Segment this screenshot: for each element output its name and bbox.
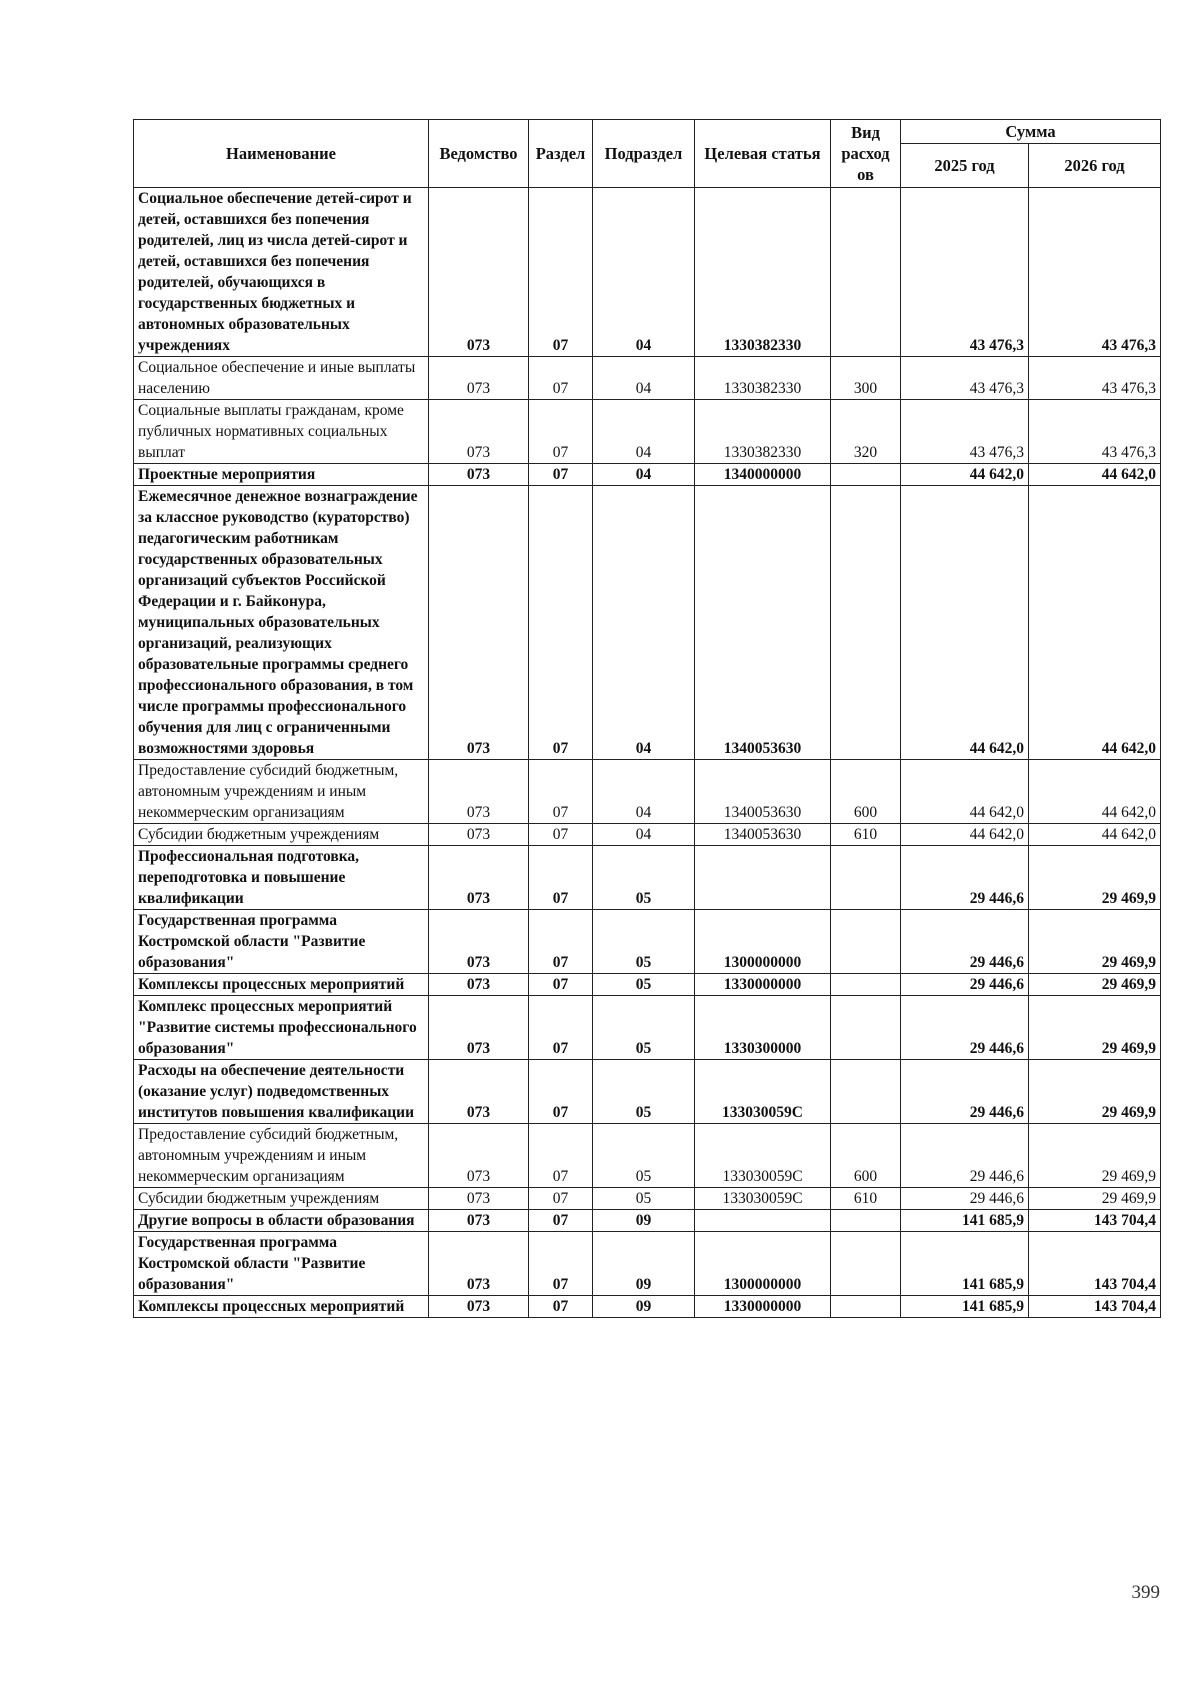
row-expense [831, 486, 901, 760]
row-subsection: 05 [593, 1124, 695, 1188]
row-name: Другие вопросы в области образования [134, 1210, 429, 1232]
row-sum-2026: 29 469,9 [1029, 1188, 1161, 1210]
row-subsection: 05 [593, 974, 695, 996]
row-target: 1300000000 [695, 1232, 831, 1296]
row-name: Государственная программа Костромской области "Развитие образования" [134, 1232, 429, 1296]
row-section: 07 [529, 1188, 593, 1210]
row-name: Социальное обеспечение детей-сирот и детей, оставшихся без попечения родителей, лиц из числа детей-сирот и детей, оставшихся без попечения родителей, обучающихся в государственных бюджетных и автономных образовательных учреждениях [134, 188, 429, 357]
row-dept: 073 [429, 188, 529, 357]
row-sum-2026: 29 469,9 [1029, 996, 1161, 1060]
row-sum-2026: 29 469,9 [1029, 1060, 1161, 1124]
row-subsection: 04 [593, 760, 695, 824]
table-row [134, 464, 1161, 486]
row-subsection: 04 [593, 486, 695, 760]
row-sum-2025: 29 446,6 [901, 974, 1029, 996]
table-row [134, 486, 1161, 760]
row-sum-2026: 29 469,9 [1029, 910, 1161, 974]
row-sum-2025: 141 685,9 [901, 1296, 1029, 1318]
row-dept: 073 [429, 486, 529, 760]
row-section: 07 [529, 760, 593, 824]
row-sum-2025: 43 476,3 [901, 357, 1029, 400]
row-sum-2025: 44 642,0 [901, 464, 1029, 486]
row-target [695, 1210, 831, 1232]
header-dept: Ведомство [429, 120, 529, 188]
row-section: 07 [529, 824, 593, 846]
row-expense [831, 910, 901, 974]
row-dept: 073 [429, 846, 529, 910]
row-target [695, 846, 831, 910]
row-expense [831, 1296, 901, 1318]
row-subsection: 04 [593, 464, 695, 486]
row-sum-2025: 29 446,6 [901, 1124, 1029, 1188]
row-target: 1330000000 [695, 1296, 831, 1318]
row-section: 07 [529, 1060, 593, 1124]
row-subsection: 09 [593, 1210, 695, 1232]
row-name: Социальное обеспечение и иные выплаты населению [134, 357, 429, 400]
row-dept: 073 [429, 464, 529, 486]
row-name: Комплексы процессных мероприятий [134, 1296, 429, 1318]
row-sum-2026: 44 642,0 [1029, 760, 1161, 824]
row-expense [831, 996, 901, 1060]
row-section: 07 [529, 1210, 593, 1232]
row-dept: 073 [429, 1060, 529, 1124]
row-target: 1330382330 [695, 400, 831, 464]
row-subsection: 05 [593, 1060, 695, 1124]
row-section: 07 [529, 486, 593, 760]
row-dept: 073 [429, 760, 529, 824]
row-sum-2026: 43 476,3 [1029, 357, 1161, 400]
row-sum-2026: 143 704,4 [1029, 1210, 1161, 1232]
row-subsection: 04 [593, 400, 695, 464]
row-expense: 600 [831, 1124, 901, 1188]
row-subsection: 05 [593, 1188, 695, 1210]
row-expense: 300 [831, 357, 901, 400]
row-subsection: 04 [593, 357, 695, 400]
row-sum-2025: 44 642,0 [901, 760, 1029, 824]
table-row [134, 824, 1161, 846]
row-sum-2025: 43 476,3 [901, 400, 1029, 464]
table-header [134, 120, 1161, 188]
row-section: 07 [529, 1296, 593, 1318]
row-dept: 073 [429, 357, 529, 400]
row-section: 07 [529, 846, 593, 910]
row-sum-2026: 29 469,9 [1029, 1124, 1161, 1188]
row-subsection: 09 [593, 1232, 695, 1296]
row-sum-2026: 29 469,9 [1029, 974, 1161, 996]
row-name: Субсидии бюджетным учреждениям [134, 1188, 429, 1210]
row-name: Комплексы процессных мероприятий [134, 974, 429, 996]
row-expense: 610 [831, 824, 901, 846]
row-sum-2026: 44 642,0 [1029, 464, 1161, 486]
row-dept: 073 [429, 910, 529, 974]
table-row [134, 1210, 1161, 1232]
row-section: 07 [529, 974, 593, 996]
row-expense [831, 188, 901, 357]
row-name: Предоставление субсидий бюджетным, автономным учреждениям и иным некоммерческим организациям [134, 1124, 429, 1188]
row-dept: 073 [429, 824, 529, 846]
table-row [134, 1124, 1161, 1188]
row-sum-2025: 44 642,0 [901, 486, 1029, 760]
row-name: Государственная программа Костромской области "Развитие образования" [134, 910, 429, 974]
row-expense [831, 1060, 901, 1124]
header-name: Наименование [134, 120, 429, 188]
row-dept: 073 [429, 996, 529, 1060]
row-name: Социальные выплаты гражданам, кроме публичных нормативных социальных выплат [134, 400, 429, 464]
row-name: Расходы на обеспечение деятельности (оказание услуг) подведомственных институтов повышения квалификации [134, 1060, 429, 1124]
row-dept: 073 [429, 974, 529, 996]
table-row [134, 1060, 1161, 1124]
row-target: 133030059С [695, 1124, 831, 1188]
row-sum-2025: 141 685,9 [901, 1210, 1029, 1232]
row-section: 07 [529, 357, 593, 400]
table-body [134, 188, 1161, 1318]
row-section: 07 [529, 464, 593, 486]
table-row [134, 188, 1161, 357]
row-name: Комплекс процессных мероприятий "Развитие системы профессионального образования" [134, 996, 429, 1060]
table-row [134, 996, 1161, 1060]
row-expense [831, 1210, 901, 1232]
header-section: Раздел [529, 120, 593, 188]
budget-table [133, 119, 1161, 1318]
table-row [134, 1296, 1161, 1318]
row-subsection: 04 [593, 188, 695, 357]
table-row [134, 1188, 1161, 1210]
row-sum-2025: 29 446,6 [901, 910, 1029, 974]
header-sum: Сумма [901, 120, 1161, 144]
header-2026: 2026 год [1029, 144, 1161, 188]
row-sum-2025: 44 642,0 [901, 824, 1029, 846]
header-target: Целевая статья [695, 120, 831, 188]
row-expense [831, 1232, 901, 1296]
header-expense: Вид расход ов [831, 120, 901, 188]
row-sum-2025: 29 446,6 [901, 996, 1029, 1060]
row-dept: 073 [429, 1296, 529, 1318]
row-section: 07 [529, 910, 593, 974]
row-section: 07 [529, 1232, 593, 1296]
row-name: Предоставление субсидий бюджетным, автономным учреждениям и иным некоммерческим организациям [134, 760, 429, 824]
header-subsection: Подраздел [593, 120, 695, 188]
row-section: 07 [529, 188, 593, 357]
row-target: 1330000000 [695, 974, 831, 996]
row-name: Ежемесячное денежное вознаграждение за классное руководство (кураторство) педагогическим работникам государственных образовательных организаций субъектов Российской Федерации и г. Байконура, муниципальных образовательных организаций, реализующих образовательные программы среднего профессионального образования, в том числе программы профессионального обучения для лиц с ограниченными возможностями здоровья [134, 486, 429, 760]
row-subsection: 09 [593, 1296, 695, 1318]
row-sum-2026: 44 642,0 [1029, 486, 1161, 760]
table-row [134, 1232, 1161, 1296]
row-target: 1340053630 [695, 486, 831, 760]
row-name: Проектные мероприятия [134, 464, 429, 486]
row-dept: 073 [429, 1124, 529, 1188]
table-row [134, 846, 1161, 910]
row-sum-2026: 44 642,0 [1029, 824, 1161, 846]
row-expense: 600 [831, 760, 901, 824]
row-target: 1340000000 [695, 464, 831, 486]
row-expense [831, 846, 901, 910]
row-sum-2025: 29 446,6 [901, 846, 1029, 910]
row-dept: 073 [429, 1232, 529, 1296]
row-target: 1330300000 [695, 996, 831, 1060]
row-dept: 073 [429, 1210, 529, 1232]
row-sum-2025: 29 446,6 [901, 1060, 1029, 1124]
row-target: 1300000000 [695, 910, 831, 974]
row-sum-2026: 143 704,4 [1029, 1296, 1161, 1318]
row-subsection: 05 [593, 910, 695, 974]
row-expense [831, 974, 901, 996]
row-target: 133030059С [695, 1060, 831, 1124]
row-sum-2026: 43 476,3 [1029, 188, 1161, 357]
table-row [134, 910, 1161, 974]
row-subsection: 05 [593, 846, 695, 910]
header-2025: 2025 год [901, 144, 1029, 188]
table-row [134, 357, 1161, 400]
table-row [134, 400, 1161, 464]
row-target: 1330382330 [695, 188, 831, 357]
row-sum-2026: 143 704,4 [1029, 1232, 1161, 1296]
row-target: 1340053630 [695, 824, 831, 846]
row-sum-2026: 43 476,3 [1029, 400, 1161, 464]
row-dept: 073 [429, 1188, 529, 1210]
row-target: 1340053630 [695, 760, 831, 824]
row-expense: 610 [831, 1188, 901, 1210]
row-section: 07 [529, 400, 593, 464]
row-sum-2025: 29 446,6 [901, 1188, 1029, 1210]
row-dept: 073 [429, 400, 529, 464]
row-expense: 320 [831, 400, 901, 464]
table-row [134, 974, 1161, 996]
row-sum-2025: 43 476,3 [901, 188, 1029, 357]
row-expense [831, 464, 901, 486]
row-section: 07 [529, 996, 593, 1060]
row-target: 1330382330 [695, 357, 831, 400]
row-sum-2025: 141 685,9 [901, 1232, 1029, 1296]
row-name: Субсидии бюджетным учреждениям [134, 824, 429, 846]
row-target: 133030059С [695, 1188, 831, 1210]
row-subsection: 04 [593, 824, 695, 846]
row-sum-2026: 29 469,9 [1029, 846, 1161, 910]
row-name: Профессиональная подготовка, переподготовка и повышение квалификации [134, 846, 429, 910]
row-subsection: 05 [593, 996, 695, 1060]
row-section: 07 [529, 1124, 593, 1188]
page-number: 399 [1131, 1582, 1160, 1603]
table-row [134, 760, 1161, 824]
